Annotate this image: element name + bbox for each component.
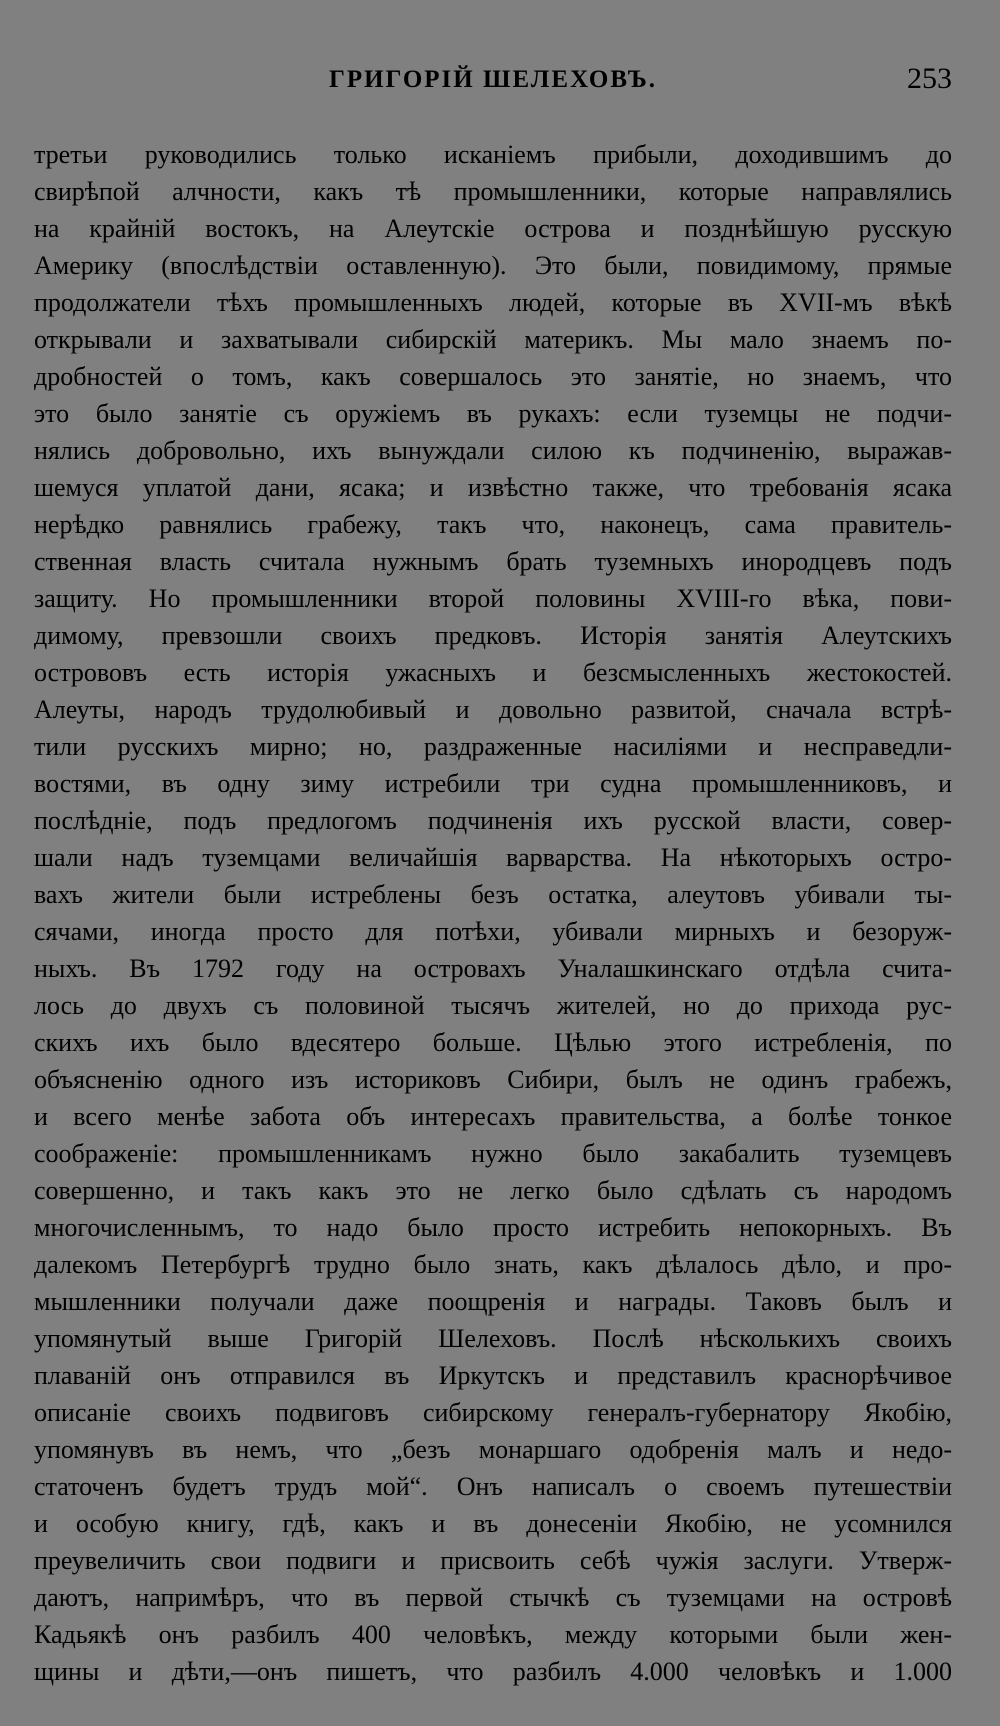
text-line: свирѣпой алчности, какъ тѣ промышленники, которые направлялись bbox=[34, 177, 952, 206]
page-header bbox=[34, 62, 952, 102]
text-line: далекомъ Петербургѣ трудно было знать, какъ дѣлалось дѣло, и про- bbox=[34, 1250, 952, 1279]
text-line: продолжатели тѣхъ промышленныхъ людей, которые въ XVII-мъ вѣкѣ bbox=[34, 288, 952, 317]
text-line: защиту. Но промышленники второй половины XVIII-го вѣка, пови- bbox=[34, 584, 952, 613]
text-line: совершенно, и такъ какъ это не легко было сдѣлать съ народомъ bbox=[34, 1176, 952, 1205]
text-line: лось до двухъ съ половиной тысячъ жителей, но до прихода рус- bbox=[34, 991, 952, 1020]
text-line: скихъ ихъ было вдесятеро больше. Цѣлью этого истребленія, по bbox=[34, 1028, 952, 1057]
text-line: нерѣдко равнялись грабежу, такъ что, наконецъ, сама правитель- bbox=[34, 510, 952, 539]
text-line: упомянутый выше Григорій Шелеховъ. Послѣ нѣсколькихъ своихъ bbox=[34, 1324, 952, 1353]
text-line: упомянувъ въ немъ, что „безъ монаршаго одобренія малъ и недо- bbox=[34, 1435, 952, 1464]
text-line: послѣдніе, подъ предлогомъ подчиненія ихъ русской власти, совер- bbox=[34, 806, 952, 835]
text-line: соображеніе: промышленникамъ нужно было закабалить туземцевъ bbox=[34, 1139, 952, 1168]
text-line: объясненію одного изъ историковъ Сибири, былъ не одинъ грабежъ, bbox=[34, 1065, 952, 1094]
text-line: преувеличить свои подвиги и присвоить себѣ чужія заслуги. Утверж- bbox=[34, 1546, 952, 1575]
text-line: Америку (впослѣдствіи оставленную). Это были, повидимому, прямые bbox=[34, 251, 952, 280]
text-line: тили русскихъ мирно; но, раздраженные насиліями и несправедли- bbox=[34, 732, 952, 761]
text-line: Кадьякѣ онъ разбилъ 400 человѣкъ, между которыми были жен- bbox=[34, 1620, 952, 1649]
text-line: мышленники получали даже поощренія и награды. Таковъ былъ и bbox=[34, 1287, 952, 1316]
text-line: даютъ, напримѣръ, что въ первой стычкѣ съ туземцами на островѣ bbox=[34, 1583, 952, 1612]
text-line: востями, въ одну зиму истребили три судна промышленниковъ, и bbox=[34, 769, 952, 798]
text-line: описаніе своихъ подвиговъ сибирскому генералъ-губернатору Якобію, bbox=[34, 1398, 952, 1427]
text-line: сячами, иногда просто для потѣхи, убивали мирныхъ и безоруж- bbox=[34, 917, 952, 946]
text-line: открывали и захватывали сибирскій материкъ. Мы мало знаемъ по- bbox=[34, 325, 952, 354]
text-line: острововъ есть исторія ужасныхъ и безсмысленныхъ жестокостей. bbox=[34, 658, 952, 687]
text-line: это было занятіе съ оружіемъ въ рукахъ: если туземцы не подчи- bbox=[34, 399, 952, 428]
text-line: щины и дѣти,—онъ пишетъ, что разбилъ 4.000 человѣкъ и 1.000 bbox=[34, 1657, 952, 1686]
text-line: нялись добровольно, ихъ вынуждали силою къ подчиненію, выражав- bbox=[34, 436, 952, 465]
text-line: третьи руководились только исканіемъ прибыли, доходившимъ до bbox=[34, 140, 952, 169]
text-line: на крайній востокъ, на Алеутскіе острова и позднѣйшую русскую bbox=[34, 214, 952, 243]
text-line: шемуся уплатой дани, ясака; и извѣстно также, что требованія ясака bbox=[34, 473, 952, 502]
text-line: дробностей о томъ, какъ совершалось это занятіе, но знаемъ, что bbox=[34, 362, 952, 391]
text-line: димому, превзошли своихъ предковъ. Исторія занятія Алеутскихъ bbox=[34, 621, 952, 650]
running-title: ГРИГОРІЙ ШЕЛЕХОВЪ. bbox=[328, 66, 658, 93]
body-text bbox=[34, 136, 952, 1690]
text-line: вахъ жители были истреблены безъ остатка, алеутовъ убивали ты- bbox=[34, 880, 952, 909]
text-line: и особую книгу, гдѣ, какъ и въ донесеніи Якобію, не усомнился bbox=[34, 1509, 952, 1538]
text-line: шали надъ туземцами величайшія варварства. На нѣкоторыхъ остро- bbox=[34, 843, 952, 872]
text-line: статоченъ будетъ трудъ мой“. Онъ написалъ о своемъ путешествіи bbox=[34, 1472, 952, 1501]
text-line: плаваній онъ отправился въ Иркутскъ и представилъ краснорѣчивое bbox=[34, 1361, 952, 1390]
page-number: 253 bbox=[907, 62, 952, 95]
text-line: Алеуты, народъ трудолюбивый и довольно развитой, сначала встрѣ- bbox=[34, 695, 952, 724]
text-line: и всего менѣе забота объ интересахъ правительства, а болѣе тонкое bbox=[34, 1102, 952, 1131]
text-line: ственная власть считала нужнымъ брать туземныхъ инородцевъ подъ bbox=[34, 547, 952, 576]
text-line: многочисленнымъ, то надо было просто истребить непокорныхъ. Въ bbox=[34, 1213, 952, 1242]
text-line: ныхъ. Въ 1792 году на островахъ Уналашкинскаго отдѣла счита- bbox=[34, 954, 952, 983]
